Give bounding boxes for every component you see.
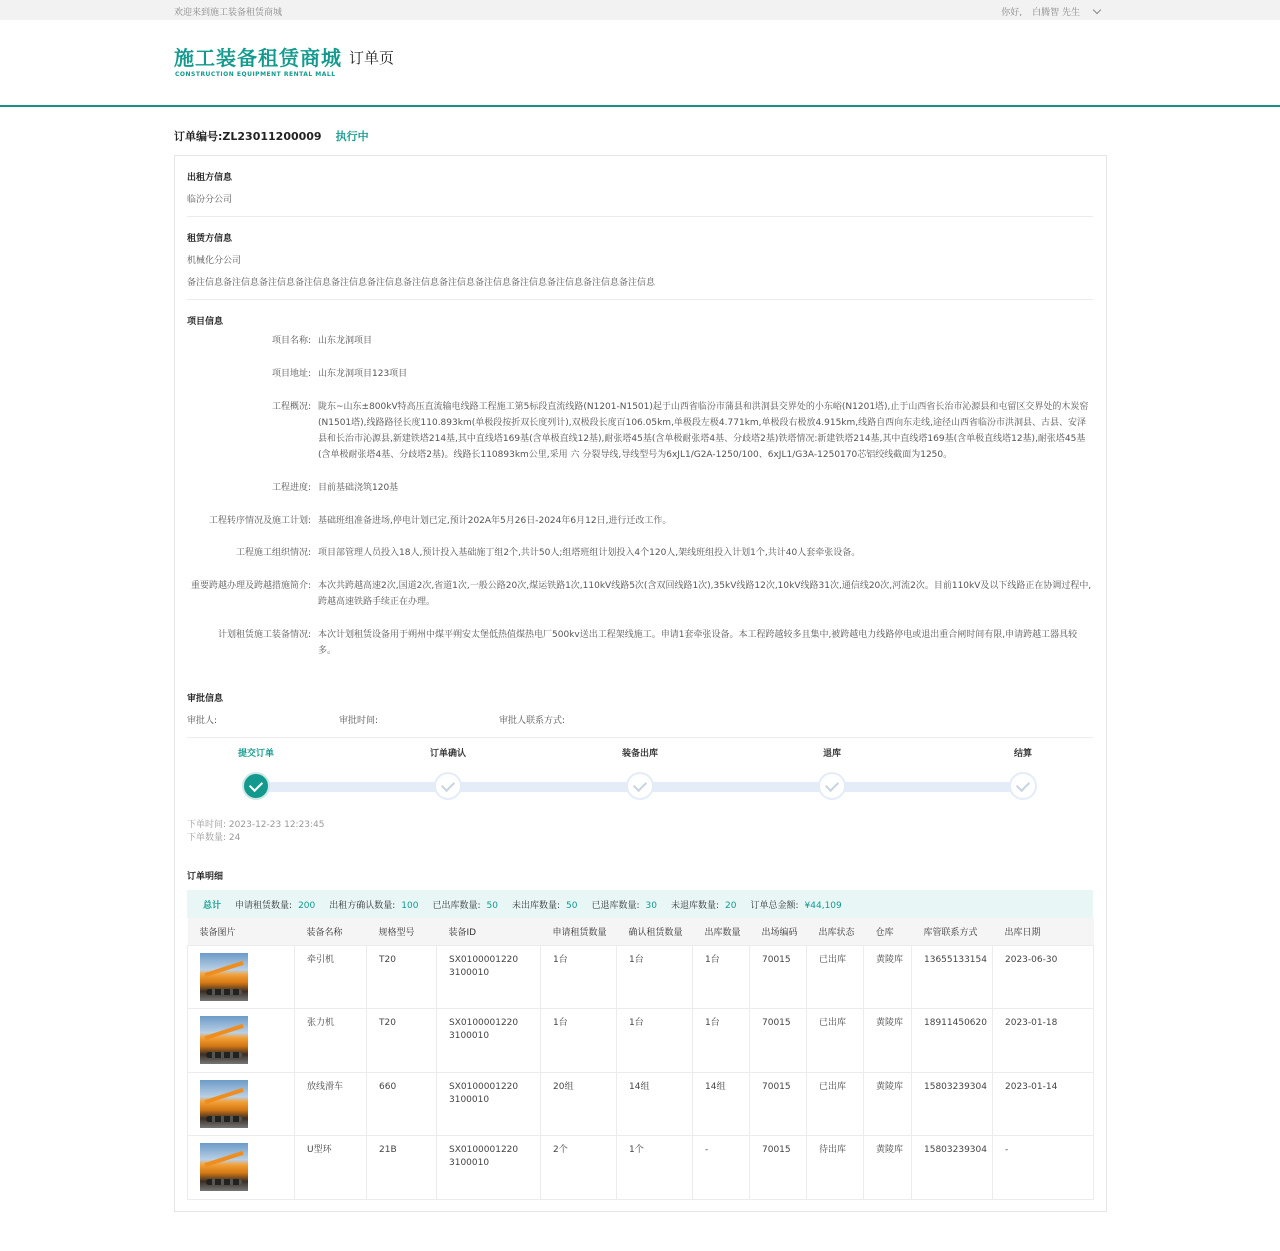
step-label: 提交订单 xyxy=(237,749,274,759)
column-header: 出库日期 xyxy=(993,918,1094,945)
cell: 黄陵库 xyxy=(864,1072,912,1136)
step-submit xyxy=(216,746,296,800)
summary-item xyxy=(750,898,841,911)
cell: 已出库 xyxy=(807,1009,864,1073)
cell: 黄陵库 xyxy=(864,1136,912,1200)
table-row xyxy=(188,1072,1094,1136)
cell: 70015 xyxy=(750,945,807,1009)
summary-item xyxy=(432,898,498,911)
field-label: 项目名称: xyxy=(271,336,311,346)
approval-title: 审批信息 xyxy=(187,694,224,704)
summary-total-label: 总计 xyxy=(203,900,222,911)
order-heading xyxy=(174,128,369,144)
field-value: 山东龙洞项目123项目 xyxy=(318,369,408,379)
cell: - xyxy=(693,1136,750,1200)
detail-title: 订单明细 xyxy=(187,872,224,882)
check-circle-icon xyxy=(626,772,654,800)
order-qty-label: 下单数量: xyxy=(187,833,227,843)
lessee-title: 租赁方信息 xyxy=(187,234,233,244)
header xyxy=(0,20,1280,107)
cell: 黄陵库 xyxy=(864,945,912,1009)
cell: 1台 xyxy=(617,945,693,1009)
lessor-company: 临汾分公司 xyxy=(187,195,233,205)
cell-image xyxy=(188,1009,295,1073)
cell: 已出库 xyxy=(807,945,864,1009)
cell: 已出库 xyxy=(807,1072,864,1136)
cell: - xyxy=(993,1136,1094,1200)
cell: 1台 xyxy=(693,945,750,1009)
field-label: 项目地址: xyxy=(271,369,311,379)
summary-label: 未退库数量: xyxy=(670,900,720,911)
equipment-photo[interactable] xyxy=(200,1016,248,1064)
approver-label: 审批人: xyxy=(187,716,218,726)
logo-subtitle: CONSTRUCTION EQUIPMENT RENTAL MALL xyxy=(175,71,336,78)
field-value: 目前基础浇筑120基 xyxy=(318,483,399,493)
cell: 20组 xyxy=(541,1072,617,1136)
cell: 1台 xyxy=(541,945,617,1009)
divider xyxy=(187,299,1093,300)
cell: 放线滑车 xyxy=(295,1072,367,1136)
order-detail-table xyxy=(187,918,1094,1200)
cell: 1个 xyxy=(617,1136,693,1200)
order-time-label: 下单时间: xyxy=(187,820,227,830)
user-area[interactable] xyxy=(1001,5,1100,18)
summary-item xyxy=(329,898,418,911)
summary-label: 未出库数量: xyxy=(511,900,561,911)
column-header: 装备图片 xyxy=(188,918,295,945)
column-header: 确认租赁数量 xyxy=(617,918,693,945)
cell-image xyxy=(188,945,295,1009)
step-label: 装备出库 xyxy=(621,749,658,759)
cell: T20 xyxy=(367,1009,437,1073)
cell: SX0100001220 3100010 xyxy=(437,1136,541,1200)
column-header: 装备ID xyxy=(437,918,541,945)
cell: 14组 xyxy=(693,1072,750,1136)
logo-title[interactable]: 施工装备租赁商城 xyxy=(174,46,342,70)
equipment-photo[interactable] xyxy=(200,1080,248,1128)
field-label: 工程施工组织情况: xyxy=(235,548,311,558)
chevron-down-icon[interactable] xyxy=(1093,5,1101,13)
column-header: 出库数量 xyxy=(693,918,750,945)
check-circle-icon xyxy=(242,772,270,800)
column-header: 出库状态 xyxy=(807,918,864,945)
cell-image xyxy=(188,1136,295,1200)
column-header: 仓库 xyxy=(864,918,912,945)
order-number-label: 订单编号: xyxy=(174,130,223,143)
page-title: 订单页 xyxy=(349,49,395,67)
table-row xyxy=(188,1009,1094,1073)
column-header: 出场编码 xyxy=(750,918,807,945)
cell: SX0100001220 3100010 xyxy=(437,1009,541,1073)
cell: 张力机 xyxy=(295,1009,367,1073)
field-value: 基础班组准备进场,停电计划已定,预计202A年5月26日-2024年6月12日,进行迁改工作。 xyxy=(318,516,672,526)
user-name[interactable]: 白腾智 先生 xyxy=(1032,8,1080,18)
summary-value: 100 xyxy=(401,900,419,911)
order-number xyxy=(174,128,322,144)
order-qty-value: 24 xyxy=(228,833,241,843)
column-header: 申请租赁数量 xyxy=(541,918,617,945)
top-bar xyxy=(0,0,1280,20)
order-status: 执行中 xyxy=(335,130,369,143)
step-return xyxy=(792,746,872,800)
cell: SX0100001220 3100010 xyxy=(437,1072,541,1136)
order-time-value: 2023-12-23 12:23:45 xyxy=(228,820,325,830)
check-circle-icon xyxy=(1009,772,1037,800)
divider xyxy=(187,737,1093,738)
project-title: 项目信息 xyxy=(187,317,224,327)
summary-label: 申请租赁数量: xyxy=(235,900,293,911)
cell: U型环 xyxy=(295,1136,367,1200)
cell: SX0100001220 3100010 xyxy=(437,945,541,1009)
field-value: 项目部管理人员投入18人,预计投入基础施丁组2个,共计50人;组塔班组计划投入4个120人,架线班组投入计划1个,共计40人套牵张设备。 xyxy=(318,548,861,558)
summary-label: 已退库数量: xyxy=(591,900,640,911)
check-circle-icon xyxy=(434,772,462,800)
cell: 1台 xyxy=(693,1009,750,1073)
summary-value: 30 xyxy=(645,900,657,911)
cell: 14组 xyxy=(617,1072,693,1136)
field-value: 本次共跨越高速2次,国道2次,省道1次,一般公路20次,煤运铁路1次,110kV线路5次(含双回线路1次),35kV线路12次,10kV线路31次,通信线20次,河流2次。目前110kV及以下线路正在协调过程中,跨越高速铁路手续正在办理。 xyxy=(318,581,1092,607)
table-header xyxy=(188,918,1094,945)
cell: 70015 xyxy=(750,1009,807,1073)
table-row xyxy=(188,945,1094,1009)
cell: 13655133154 xyxy=(912,945,993,1009)
equipment-photo[interactable] xyxy=(200,953,248,1001)
lessee-remark: 备注信息备注信息备注信息备注信息备注信息备注信息备注信息备注信息备注信息备注信息备注信息备注信息备注信息 xyxy=(187,278,656,288)
step-outbound xyxy=(600,746,680,800)
summary-label: 出租方确认数量: xyxy=(329,900,396,911)
step-confirm xyxy=(408,746,488,800)
summary-label: 已出库数量: xyxy=(432,900,481,911)
cell: 待出库 xyxy=(807,1136,864,1200)
cell: 15803239304 xyxy=(912,1136,993,1200)
cell: 1台 xyxy=(617,1009,693,1073)
cell: 2023-01-14 xyxy=(993,1072,1094,1136)
step-label: 退库 xyxy=(822,749,841,759)
lessee-company: 机械化分公司 xyxy=(187,256,242,266)
cell: 2023-01-18 xyxy=(993,1009,1094,1073)
order-time xyxy=(187,817,325,830)
cell: 18911450620 xyxy=(912,1009,993,1073)
greeting-text: 你好, xyxy=(1001,8,1023,18)
cell: 660 xyxy=(367,1072,437,1136)
check-circle-icon xyxy=(818,772,846,800)
field-value: 本次计划租赁设备用于朔州中煤平朔安太堡低热值煤热电厂500kv送出工程架线施工。申请1套牵张设备。本工程跨越较多且集中,被跨越电力线路停电或退出重合闸时间有限,申请跨越工器具较多。 xyxy=(318,630,1078,656)
summary-value: 200 xyxy=(298,900,316,911)
cell: 21B xyxy=(367,1136,437,1200)
order-card xyxy=(174,155,1107,1212)
cell: 70015 xyxy=(750,1136,807,1200)
step-settle xyxy=(983,746,1063,800)
field-label: 工程转序情况及施工计划: xyxy=(208,516,311,526)
cell: 牵引机 xyxy=(295,945,367,1009)
field-label: 工程进度: xyxy=(271,483,311,493)
field-label: 工程概况: xyxy=(271,402,311,412)
summary-item xyxy=(671,898,737,911)
summary-label: 订单总金额: xyxy=(750,900,799,911)
summary-value: 50 xyxy=(486,900,498,911)
column-header: 库管联系方式 xyxy=(912,918,993,945)
cell: T20 xyxy=(367,945,437,1009)
approver-contact-label: 审批人联系方式: xyxy=(499,716,566,726)
divider xyxy=(187,216,1093,217)
lessor-title: 出租方信息 xyxy=(187,173,233,183)
cell: 70015 xyxy=(750,1072,807,1136)
cell: 1台 xyxy=(541,1009,617,1073)
field-label: 计划租赁施工装备情况: xyxy=(217,630,311,640)
step-label: 订单确认 xyxy=(429,749,466,759)
step-label: 结算 xyxy=(1013,749,1032,759)
welcome-text: 欢迎来到施工装备租赁商城 xyxy=(174,8,283,18)
column-header: 规格型号 xyxy=(367,918,437,945)
field-value: 陇东~山东±800kV特高压直流输电线路工程施工第5标段直流线路(N1201-N1501)起于山西省临汾市蒲县和洪洞县交界处的小东峪(N1201塔),止于山西省长治市沁源县和屯留区交界处的木炭窑(N1501塔),线路路径长度110.893km(单极段按折双长度列计),双极段长度百106.05km,单极段左极4.771km,单极段右极放4.915km,线路自西向东走线,途径山西省临汾市洪洞县、古县、安泽县和长治市沁源县,新建铁塔214基,其中直线塔169基(含单极直线12基),耐张塔45基(含单极耐张塔4基、分歧塔2基)铁塔情况:新建铁塔214基,其中直线塔169基(含单极直线塔12基),耐张塔45基(含单极耐张塔4基、分歧塔2基)。线路长110893km公里,采用 六 分裂导线,导线型号为6xJL1/G2A-1250/100、6xJL1/G3A-1250170芯铝绞线截面为1250。 xyxy=(318,402,1089,460)
summary-value: 50 xyxy=(566,900,578,911)
summary-value: 20 xyxy=(725,900,737,911)
field-value: 山东龙洞项目 xyxy=(318,336,373,346)
column-header: 装备名称 xyxy=(295,918,367,945)
approval-time-label: 审批时间: xyxy=(339,716,379,726)
summary-item xyxy=(512,898,578,911)
equipment-photo[interactable] xyxy=(200,1143,248,1191)
cell: 2023-06-30 xyxy=(993,945,1094,1009)
order-number-value: ZL23011200009 xyxy=(222,130,322,143)
cell-image xyxy=(188,1072,295,1136)
cell: 黄陵库 xyxy=(864,1009,912,1073)
summary-value: ¥44,109 xyxy=(804,900,842,911)
cell: 15803239304 xyxy=(912,1072,993,1136)
field-label: 重要跨越办理及跨越措施简介: xyxy=(190,581,311,591)
table-row xyxy=(188,1136,1094,1200)
summary-item xyxy=(235,898,315,911)
summary-item xyxy=(591,898,657,911)
order-progress xyxy=(187,746,1093,806)
summary-bar xyxy=(187,890,1093,918)
cell: 2个 xyxy=(541,1136,617,1200)
order-qty xyxy=(187,830,240,843)
